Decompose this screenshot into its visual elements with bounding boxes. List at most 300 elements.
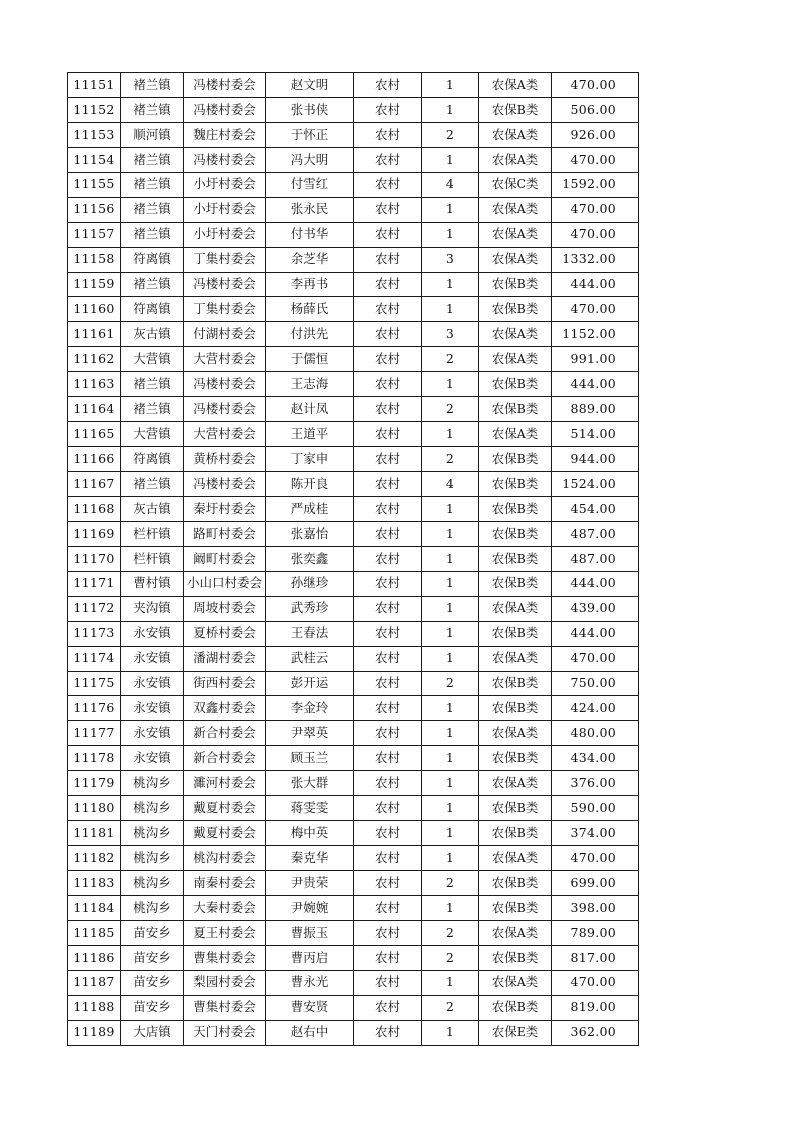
id-cell: 11159 [68, 272, 121, 297]
amount-cell: 487.00 [552, 521, 639, 546]
amount-cell: 470.00 [552, 846, 639, 871]
village-cell: 大营村委会 [184, 422, 266, 447]
town-cell: 桃沟乡 [121, 771, 184, 796]
id-cell: 11177 [68, 721, 121, 746]
count-cell: 1 [422, 422, 479, 447]
category-cell: 农保B类 [479, 746, 552, 771]
table-row [68, 197, 639, 222]
amount-cell: 1524.00 [552, 472, 639, 497]
count-cell: 2 [422, 347, 479, 372]
table-row [68, 1020, 639, 1045]
category-cell: 农保A类 [479, 646, 552, 671]
count-cell: 1 [422, 521, 479, 546]
type-cell: 农村 [354, 970, 422, 995]
count-cell: 2 [422, 995, 479, 1020]
category-cell: 农保B类 [479, 696, 552, 721]
name-cell: 王春法 [266, 621, 354, 646]
table-row [68, 945, 639, 970]
amount-cell: 750.00 [552, 671, 639, 696]
town-cell: 褚兰镇 [121, 73, 184, 98]
amount-cell: 487.00 [552, 546, 639, 571]
category-cell: 农保B类 [479, 496, 552, 521]
id-cell: 11174 [68, 646, 121, 671]
village-cell: 戴夏村委会 [184, 821, 266, 846]
id-cell: 11161 [68, 322, 121, 347]
village-cell: 南秦村委会 [184, 871, 266, 896]
type-cell: 农村 [354, 596, 422, 621]
id-cell: 11182 [68, 846, 121, 871]
name-cell: 严成桂 [266, 496, 354, 521]
id-cell: 11176 [68, 696, 121, 721]
table-row [68, 746, 639, 771]
amount-cell: 398.00 [552, 895, 639, 920]
amount-cell: 424.00 [552, 696, 639, 721]
table-row [68, 97, 639, 122]
category-cell: 农保B类 [479, 472, 552, 497]
town-cell: 桃沟乡 [121, 846, 184, 871]
table-row [68, 995, 639, 1020]
category-cell: 农保A类 [479, 322, 552, 347]
amount-cell: 506.00 [552, 97, 639, 122]
village-cell: 新合村委会 [184, 721, 266, 746]
count-cell: 1 [422, 796, 479, 821]
category-cell: 农保B类 [479, 871, 552, 896]
village-cell: 桃沟村委会 [184, 846, 266, 871]
table-row [68, 696, 639, 721]
town-cell: 栏杆镇 [121, 521, 184, 546]
category-cell: 农保B类 [479, 821, 552, 846]
amount-cell: 817.00 [552, 945, 639, 970]
id-cell: 11152 [68, 97, 121, 122]
amount-cell: 470.00 [552, 197, 639, 222]
name-cell: 孙继珍 [266, 571, 354, 596]
amount-cell: 480.00 [552, 721, 639, 746]
name-cell: 付雪红 [266, 172, 354, 197]
town-cell: 褚兰镇 [121, 97, 184, 122]
town-cell: 桃沟乡 [121, 796, 184, 821]
id-cell: 11185 [68, 920, 121, 945]
category-cell: 农保B类 [479, 995, 552, 1020]
table-row [68, 771, 639, 796]
name-cell: 李金玲 [266, 696, 354, 721]
table-row [68, 122, 639, 147]
village-cell: 冯楼村委会 [184, 372, 266, 397]
id-cell: 11165 [68, 422, 121, 447]
table-row [68, 322, 639, 347]
type-cell: 农村 [354, 1020, 422, 1045]
type-cell: 农村 [354, 945, 422, 970]
count-cell: 1 [422, 746, 479, 771]
category-cell: 农保A类 [479, 846, 552, 871]
name-cell: 张嘉怡 [266, 521, 354, 546]
name-cell: 曹振玉 [266, 920, 354, 945]
name-cell: 王道平 [266, 422, 354, 447]
town-cell: 永安镇 [121, 646, 184, 671]
town-cell: 大营镇 [121, 347, 184, 372]
table-row [68, 172, 639, 197]
type-cell: 农村 [354, 297, 422, 322]
count-cell: 1 [422, 97, 479, 122]
category-cell: 农保B类 [479, 397, 552, 422]
table-row [68, 970, 639, 995]
id-cell: 11188 [68, 995, 121, 1020]
count-cell: 1 [422, 895, 479, 920]
category-cell: 农保A类 [479, 596, 552, 621]
town-cell: 大店镇 [121, 1020, 184, 1045]
type-cell: 农村 [354, 920, 422, 945]
town-cell: 褚兰镇 [121, 172, 184, 197]
amount-cell: 444.00 [552, 621, 639, 646]
amount-cell: 590.00 [552, 796, 639, 821]
name-cell: 余芝华 [266, 247, 354, 272]
category-cell: 农保A类 [479, 73, 552, 98]
town-cell: 苗安乡 [121, 920, 184, 945]
category-cell: 农保A类 [479, 970, 552, 995]
amount-cell: 514.00 [552, 422, 639, 447]
count-cell: 1 [422, 970, 479, 995]
type-cell: 农村 [354, 821, 422, 846]
count-cell: 1 [422, 546, 479, 571]
type-cell: 农村 [354, 796, 422, 821]
table-row [68, 846, 639, 871]
amount-cell: 699.00 [552, 871, 639, 896]
town-cell: 苗安乡 [121, 970, 184, 995]
count-cell: 1 [422, 846, 479, 871]
category-cell: 农保A类 [479, 247, 552, 272]
type-cell: 农村 [354, 172, 422, 197]
type-cell: 农村 [354, 496, 422, 521]
village-cell: 小圩村委会 [184, 197, 266, 222]
category-cell: 农保B类 [479, 447, 552, 472]
village-cell: 冯楼村委会 [184, 397, 266, 422]
village-cell: 冯楼村委会 [184, 73, 266, 98]
village-cell: 夏王村委会 [184, 920, 266, 945]
town-cell: 褚兰镇 [121, 272, 184, 297]
type-cell: 农村 [354, 272, 422, 297]
type-cell: 农村 [354, 621, 422, 646]
name-cell: 梅中英 [266, 821, 354, 846]
table-row [68, 347, 639, 372]
category-cell: 农保A类 [479, 147, 552, 172]
count-cell: 2 [422, 397, 479, 422]
name-cell: 曹安贤 [266, 995, 354, 1020]
amount-cell: 926.00 [552, 122, 639, 147]
name-cell: 冯大明 [266, 147, 354, 172]
table-row [68, 546, 639, 571]
category-cell: 农保B类 [479, 796, 552, 821]
count-cell: 1 [422, 696, 479, 721]
type-cell: 农村 [354, 97, 422, 122]
name-cell: 张大群 [266, 771, 354, 796]
name-cell: 张永民 [266, 197, 354, 222]
type-cell: 农村 [354, 646, 422, 671]
town-cell: 褚兰镇 [121, 222, 184, 247]
table-row [68, 222, 639, 247]
type-cell: 农村 [354, 247, 422, 272]
count-cell: 1 [422, 821, 479, 846]
id-cell: 11163 [68, 372, 121, 397]
name-cell: 赵右中 [266, 1020, 354, 1045]
village-cell: 阚町村委会 [184, 546, 266, 571]
count-cell: 3 [422, 247, 479, 272]
village-cell: 双鑫村委会 [184, 696, 266, 721]
category-cell: 农保B类 [479, 297, 552, 322]
count-cell: 1 [422, 771, 479, 796]
town-cell: 灰古镇 [121, 496, 184, 521]
type-cell: 农村 [354, 995, 422, 1020]
town-cell: 符离镇 [121, 447, 184, 472]
count-cell: 2 [422, 671, 479, 696]
table-row [68, 871, 639, 896]
town-cell: 顺河镇 [121, 122, 184, 147]
amount-cell: 439.00 [552, 596, 639, 621]
town-cell: 褚兰镇 [121, 147, 184, 172]
amount-cell: 444.00 [552, 571, 639, 596]
id-cell: 11166 [68, 447, 121, 472]
village-cell: 丁集村委会 [184, 247, 266, 272]
count-cell: 4 [422, 472, 479, 497]
count-cell: 4 [422, 172, 479, 197]
type-cell: 农村 [354, 197, 422, 222]
name-cell: 尹贵荣 [266, 871, 354, 896]
table-row [68, 397, 639, 422]
amount-cell: 1332.00 [552, 247, 639, 272]
type-cell: 农村 [354, 671, 422, 696]
town-cell: 褚兰镇 [121, 197, 184, 222]
category-cell: 农保A类 [479, 347, 552, 372]
beneficiary-table [67, 72, 639, 1046]
name-cell: 赵文明 [266, 73, 354, 98]
id-cell: 11183 [68, 871, 121, 896]
name-cell: 张书侠 [266, 97, 354, 122]
category-cell: 农保B类 [479, 895, 552, 920]
amount-cell: 991.00 [552, 347, 639, 372]
category-cell: 农保A类 [479, 920, 552, 945]
count-cell: 1 [422, 646, 479, 671]
amount-cell: 434.00 [552, 746, 639, 771]
table-row [68, 472, 639, 497]
name-cell: 曹丙启 [266, 945, 354, 970]
village-cell: 曹集村委会 [184, 945, 266, 970]
id-cell: 11169 [68, 521, 121, 546]
town-cell: 褚兰镇 [121, 372, 184, 397]
type-cell: 农村 [354, 122, 422, 147]
village-cell: 天门村委会 [184, 1020, 266, 1045]
category-cell: 农保A类 [479, 721, 552, 746]
town-cell: 褚兰镇 [121, 397, 184, 422]
type-cell: 农村 [354, 222, 422, 247]
table-row [68, 646, 639, 671]
village-cell: 丁集村委会 [184, 297, 266, 322]
table-row [68, 621, 639, 646]
table-row [68, 447, 639, 472]
table-row [68, 521, 639, 546]
amount-cell: 470.00 [552, 147, 639, 172]
table-body [68, 73, 639, 1046]
amount-cell: 470.00 [552, 970, 639, 995]
id-cell: 11157 [68, 222, 121, 247]
count-cell: 2 [422, 871, 479, 896]
id-cell: 11172 [68, 596, 121, 621]
type-cell: 农村 [354, 871, 422, 896]
category-cell: 农保A类 [479, 222, 552, 247]
village-cell: 付湖村委会 [184, 322, 266, 347]
table-row [68, 422, 639, 447]
id-cell: 11186 [68, 945, 121, 970]
id-cell: 11173 [68, 621, 121, 646]
amount-cell: 454.00 [552, 496, 639, 521]
category-cell: 农保B类 [479, 945, 552, 970]
category-cell: 农保C类 [479, 172, 552, 197]
category-cell: 农保B类 [479, 621, 552, 646]
type-cell: 农村 [354, 447, 422, 472]
category-cell: 农保B类 [479, 521, 552, 546]
id-cell: 11153 [68, 122, 121, 147]
type-cell: 农村 [354, 397, 422, 422]
id-cell: 11158 [68, 247, 121, 272]
table-row [68, 247, 639, 272]
category-cell: 农保A类 [479, 771, 552, 796]
amount-cell: 889.00 [552, 397, 639, 422]
type-cell: 农村 [354, 372, 422, 397]
town-cell: 符离镇 [121, 297, 184, 322]
amount-cell: 376.00 [552, 771, 639, 796]
town-cell: 符离镇 [121, 247, 184, 272]
village-cell: 街西村委会 [184, 671, 266, 696]
name-cell: 于怀正 [266, 122, 354, 147]
count-cell: 1 [422, 596, 479, 621]
town-cell: 灰古镇 [121, 322, 184, 347]
village-cell: 冯楼村委会 [184, 272, 266, 297]
table-row [68, 721, 639, 746]
town-cell: 褚兰镇 [121, 472, 184, 497]
town-cell: 永安镇 [121, 621, 184, 646]
table-row [68, 297, 639, 322]
village-cell: 大秦村委会 [184, 895, 266, 920]
id-cell: 11162 [68, 347, 121, 372]
amount-cell: 374.00 [552, 821, 639, 846]
type-cell: 农村 [354, 73, 422, 98]
category-cell: 农保B类 [479, 571, 552, 596]
village-cell: 冯楼村委会 [184, 147, 266, 172]
village-cell: 曹集村委会 [184, 995, 266, 1020]
town-cell: 永安镇 [121, 696, 184, 721]
amount-cell: 470.00 [552, 297, 639, 322]
table-row [68, 571, 639, 596]
name-cell: 丁家申 [266, 447, 354, 472]
village-cell: 冯楼村委会 [184, 97, 266, 122]
id-cell: 11164 [68, 397, 121, 422]
table-row [68, 796, 639, 821]
count-cell: 1 [422, 372, 479, 397]
village-cell: 小圩村委会 [184, 172, 266, 197]
town-cell: 曹村镇 [121, 571, 184, 596]
count-cell: 1 [422, 1020, 479, 1045]
count-cell: 1 [422, 73, 479, 98]
category-cell: 农保B类 [479, 97, 552, 122]
town-cell: 永安镇 [121, 721, 184, 746]
category-cell: 农保B类 [479, 546, 552, 571]
type-cell: 农村 [354, 322, 422, 347]
amount-cell: 470.00 [552, 73, 639, 98]
amount-cell: 444.00 [552, 272, 639, 297]
amount-cell: 1592.00 [552, 172, 639, 197]
town-cell: 桃沟乡 [121, 895, 184, 920]
table-row [68, 496, 639, 521]
town-cell: 永安镇 [121, 671, 184, 696]
village-cell: 黄桥村委会 [184, 447, 266, 472]
village-cell: 秦圩村委会 [184, 496, 266, 521]
category-cell: 农保A类 [479, 122, 552, 147]
village-cell: 小圩村委会 [184, 222, 266, 247]
type-cell: 农村 [354, 696, 422, 721]
category-cell: 农保E类 [479, 1020, 552, 1045]
id-cell: 11175 [68, 671, 121, 696]
type-cell: 农村 [354, 347, 422, 372]
village-cell: 新合村委会 [184, 746, 266, 771]
village-cell: 周坡村委会 [184, 596, 266, 621]
id-cell: 11180 [68, 796, 121, 821]
village-cell: 大营村委会 [184, 347, 266, 372]
village-cell: 戴夏村委会 [184, 796, 266, 821]
village-cell: 梨园村委会 [184, 970, 266, 995]
town-cell: 苗安乡 [121, 995, 184, 1020]
amount-cell: 444.00 [552, 372, 639, 397]
amount-cell: 819.00 [552, 995, 639, 1020]
id-cell: 11171 [68, 571, 121, 596]
town-cell: 大营镇 [121, 422, 184, 447]
count-cell: 1 [422, 272, 479, 297]
name-cell: 于儒恒 [266, 347, 354, 372]
name-cell: 秦克华 [266, 846, 354, 871]
type-cell: 农村 [354, 746, 422, 771]
count-cell: 1 [422, 222, 479, 247]
village-cell: 濉河村委会 [184, 771, 266, 796]
town-cell: 桃沟乡 [121, 821, 184, 846]
table-row [68, 272, 639, 297]
village-cell: 潘湖村委会 [184, 646, 266, 671]
name-cell: 王志海 [266, 372, 354, 397]
type-cell: 农村 [354, 895, 422, 920]
amount-cell: 1152.00 [552, 322, 639, 347]
name-cell: 武秀珍 [266, 596, 354, 621]
count-cell: 1 [422, 197, 479, 222]
village-cell: 魏庄村委会 [184, 122, 266, 147]
count-cell: 1 [422, 721, 479, 746]
amount-cell: 789.00 [552, 920, 639, 945]
category-cell: 农保B类 [479, 272, 552, 297]
village-cell: 冯楼村委会 [184, 472, 266, 497]
table-row [68, 920, 639, 945]
id-cell: 11184 [68, 895, 121, 920]
town-cell: 永安镇 [121, 746, 184, 771]
name-cell: 李再书 [266, 272, 354, 297]
name-cell: 赵计凤 [266, 397, 354, 422]
id-cell: 11154 [68, 147, 121, 172]
name-cell: 蒋雯雯 [266, 796, 354, 821]
name-cell: 付洪先 [266, 322, 354, 347]
village-cell: 夏桥村委会 [184, 621, 266, 646]
count-cell: 1 [422, 571, 479, 596]
name-cell: 付书华 [266, 222, 354, 247]
count-cell: 1 [422, 297, 479, 322]
category-cell: 农保B类 [479, 671, 552, 696]
id-cell: 11156 [68, 197, 121, 222]
name-cell: 曹永光 [266, 970, 354, 995]
type-cell: 农村 [354, 846, 422, 871]
town-cell: 夹沟镇 [121, 596, 184, 621]
count-cell: 1 [422, 147, 479, 172]
